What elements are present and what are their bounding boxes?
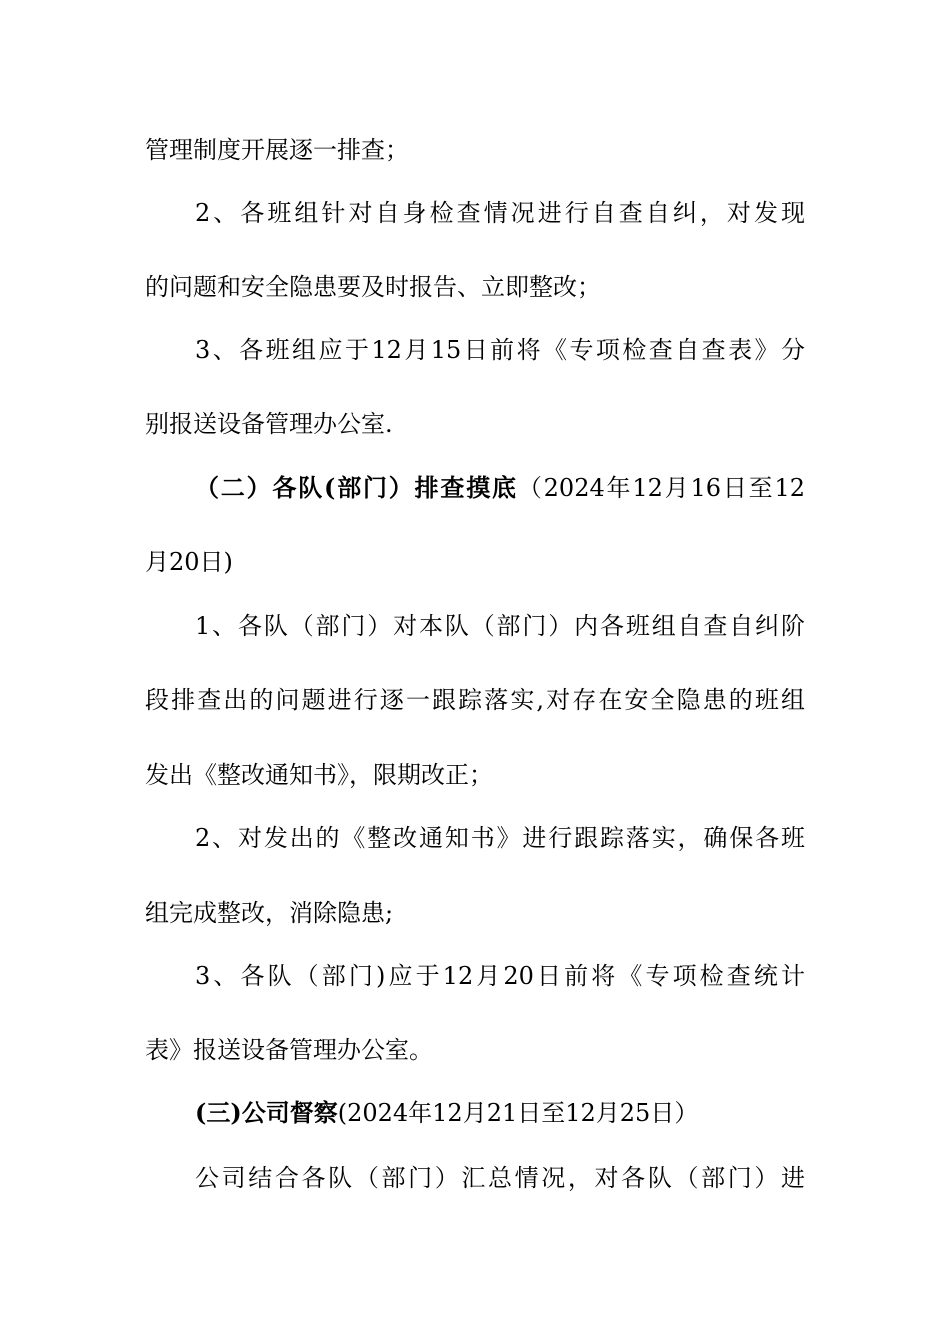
- body-text-line: 的问题和安全隐患要及时报告、立即整改；: [145, 273, 601, 301]
- section-heading-line: [195, 1097, 805, 1129]
- body-text-line: 段排查出的问题进行逐一跟踪落实,对存在安全隐患的班组: [145, 686, 805, 714]
- body-text-line: 月20日): [145, 548, 233, 576]
- section-heading-line: [195, 472, 805, 504]
- body-text-line: 别报送设备管理办公室.: [145, 410, 393, 438]
- body-text-line: 管理制度开展逐一排查；: [145, 136, 409, 164]
- body-text-line: 公司结合各队（部门）汇总情况，对各队（部门）进: [195, 1164, 805, 1192]
- section-date-range: （2024年12月16日至12: [517, 474, 805, 502]
- list-item-line: 3、各队（部门)应于12月20日前将《专项检查统计: [195, 962, 805, 990]
- body-text-line: 发出《整改通知书》，限期改正；: [145, 761, 493, 789]
- body-text-line: 表》报送设备管理办公室。: [145, 1036, 433, 1064]
- list-item-line: 2、各班组针对自身检查情况进行自查自纠，对发现: [195, 199, 805, 227]
- list-item-line: 1、各队（部门）对本队（部门）内各班组自查自纠阶: [195, 612, 805, 640]
- section-heading-2: （二）各队(部门）排查摸底: [195, 473, 518, 502]
- section-date-range: (2024年12月21日至12月25日）: [337, 1099, 699, 1127]
- list-item-line: 2、对发出的《整改通知书》进行跟踪落实，确保各班: [195, 824, 805, 852]
- list-item-line: 3、各班组应于12月15日前将《专项检查自查表》分: [195, 336, 805, 364]
- body-text-line: 组完成整改，消除隐患;: [145, 899, 394, 927]
- section-heading-3: (三)公司督察: [195, 1098, 338, 1127]
